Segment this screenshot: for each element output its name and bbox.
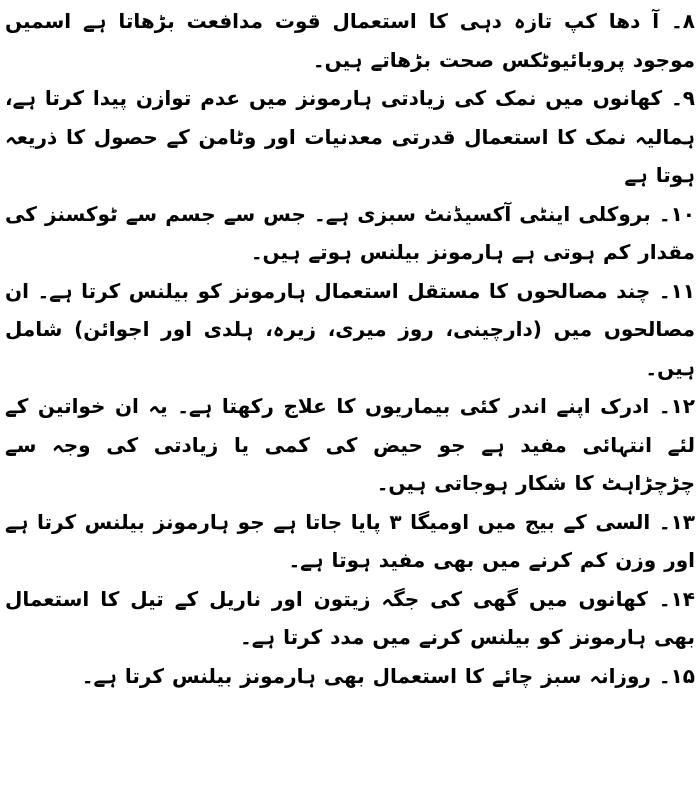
- paragraph-item-9: ۹۔ کھانوں میں نمک کی زیادتی ہارمونز میں عدم توازن پیدا کرتا ہے، ہمالیہ نمک کا استعمال قدرتی معدنیات اور وٹامن کے حصول کا ذریعہ ہوتا ہے: [5, 86, 695, 187]
- paragraph-item-10: ۱۰۔ بروکلی اینٹی آکسیڈنٹ سبزی ہے۔ جس سے جسم سے ٹوکسنز کی مقدار کم ہوتی ہے ہارمونز بیلنس ہوتے ہیں۔: [5, 201, 695, 264]
- paragraph-item-11: ۱۱۔ چند مصالحوں کا مستقل استعمال ہارمونز کو بیلنس کرتا ہے۔ ان مصالحوں میں (دارچینی، روز میری، زیرہ، ہلدی اور اجوائن) شامل ہیں۔: [5, 278, 695, 380]
- paragraph-item-14: ۱۴۔ کھانوں میں گھی کی جگہ زیتون اور ناریل کے تیل کا استعمال بھی ہارمونز کو بیلنس کرنے میں مدد کرتا ہے۔: [5, 586, 695, 649]
- paragraph-item-15: ۱۵۔ روزانہ سبز چائے کا استعمال بھی ہارمونز بیلنس کرتا ہے۔: [81, 663, 695, 688]
- paragraph-item-13: ۱۳۔ السی کے بیج میں اومیگا ۳ پایا جاتا ہے جو ہارمونز بیلنس کرتا ہے اور وزن کم کرنے میں بھی مفید ہوتا ہے۔: [5, 509, 695, 572]
- paragraph-item-12: ۱۲۔ ادرک اپنے اندر کئی بیماریوں کا علاج رکھتا ہے۔ یہ ان خواتین کے لئے انتہائی مفید ہے جو حیض کی کمی یا زیادتی کی وجہ سے چڑچڑاہٹ کا شکار ہوجاتی ہیں۔: [5, 394, 695, 495]
- paragraph-item-8: ۸۔ آ دھا کپ تازہ دہی کا استعمال قوت مدافعت بڑھاتا ہے اسمیں موجود پروبائیوٹکس صحت بڑھاتے ہیں۔: [5, 9, 695, 72]
